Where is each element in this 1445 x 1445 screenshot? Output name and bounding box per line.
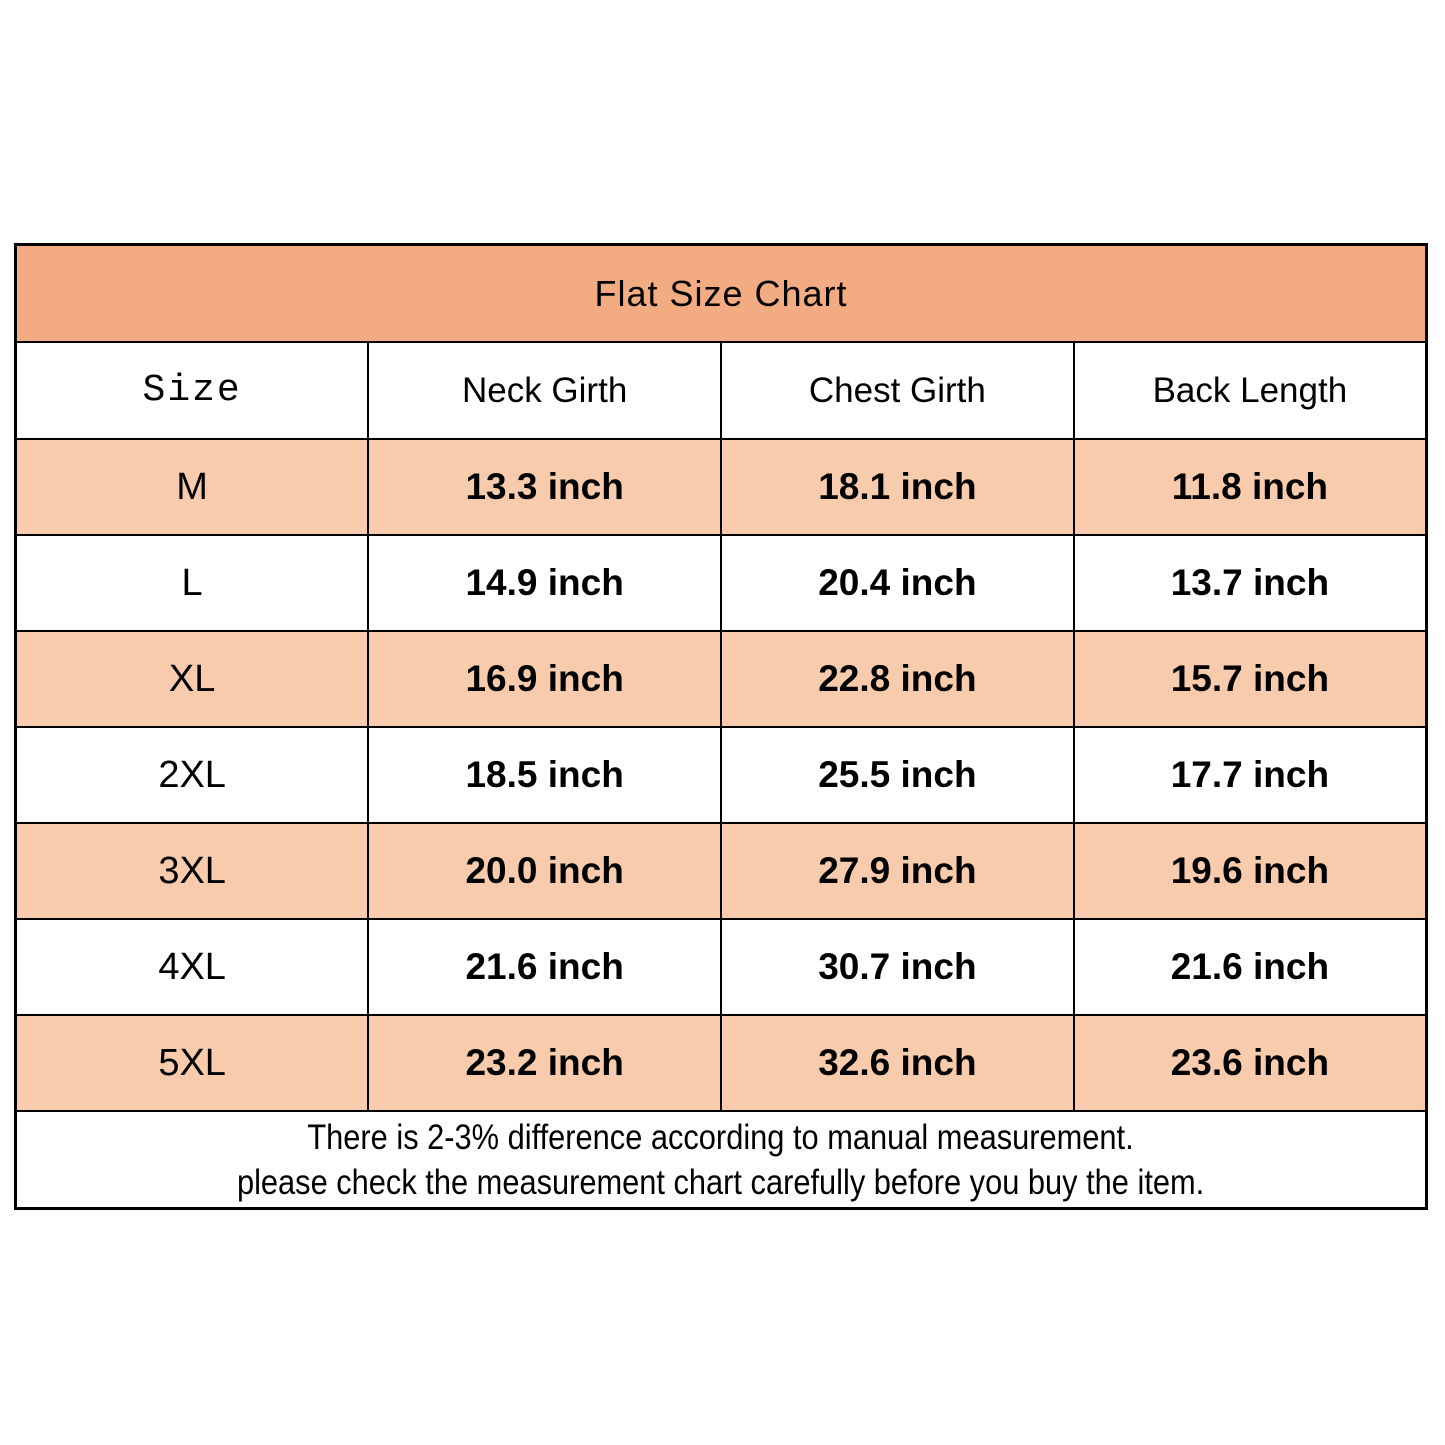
neck-girth-value: 16.9 inch bbox=[368, 631, 721, 727]
chest-girth-value: 32.6 inch bbox=[721, 1015, 1074, 1111]
neck-girth-value: 20.0 inch bbox=[368, 823, 721, 919]
table-row-m bbox=[16, 439, 1427, 535]
size-label: 4XL bbox=[16, 919, 369, 1015]
neck-girth-value: 14.9 inch bbox=[368, 535, 721, 631]
back-length-value: 23.6 inch bbox=[1074, 1015, 1427, 1111]
neck-girth-value: 23.2 inch bbox=[368, 1015, 721, 1111]
table-row-l bbox=[16, 535, 1427, 631]
size-label: M bbox=[16, 439, 369, 535]
footnote-cell bbox=[16, 1111, 1427, 1209]
chest-girth-value: 18.1 inch bbox=[721, 439, 1074, 535]
chest-girth-value: 27.9 inch bbox=[721, 823, 1074, 919]
back-length-value: 19.6 inch bbox=[1074, 823, 1427, 919]
chart-title: Flat Size Chart bbox=[16, 245, 1427, 343]
footnote-row bbox=[16, 1111, 1427, 1209]
size-label: 3XL bbox=[16, 823, 369, 919]
size-chart-table bbox=[14, 243, 1428, 1210]
table-row-4xl bbox=[16, 919, 1427, 1015]
column-header-neck-girth: Neck Girth bbox=[368, 342, 721, 439]
neck-girth-value: 13.3 inch bbox=[368, 439, 721, 535]
back-length-value: 11.8 inch bbox=[1074, 439, 1427, 535]
column-header-back-length: Back Length bbox=[1074, 342, 1427, 439]
chest-girth-value: 25.5 inch bbox=[721, 727, 1074, 823]
back-length-value: 21.6 inch bbox=[1074, 919, 1427, 1015]
size-label: L bbox=[16, 535, 369, 631]
table-row-5xl bbox=[16, 1015, 1427, 1111]
column-header-chest-girth: Chest Girth bbox=[721, 342, 1074, 439]
title-row bbox=[16, 245, 1427, 343]
neck-girth-value: 21.6 inch bbox=[368, 919, 721, 1015]
chest-girth-value: 30.7 inch bbox=[721, 919, 1074, 1015]
size-chart-container bbox=[14, 243, 1428, 1210]
neck-girth-value: 18.5 inch bbox=[368, 727, 721, 823]
table-row-xl bbox=[16, 631, 1427, 727]
chest-girth-value: 20.4 inch bbox=[721, 535, 1074, 631]
size-label: XL bbox=[16, 631, 369, 727]
footnote-line-1: There is 2-3% difference according to manual measurement. bbox=[307, 1117, 1135, 1157]
footnote-line-2: please check the measurement chart carefully before you buy the item. bbox=[237, 1162, 1205, 1202]
column-header-row bbox=[16, 342, 1427, 439]
table-row-2xl bbox=[16, 727, 1427, 823]
back-length-value: 13.7 inch bbox=[1074, 535, 1427, 631]
size-label: 5XL bbox=[16, 1015, 369, 1111]
column-header-size: Size bbox=[16, 342, 369, 439]
chest-girth-value: 22.8 inch bbox=[721, 631, 1074, 727]
back-length-value: 15.7 inch bbox=[1074, 631, 1427, 727]
back-length-value: 17.7 inch bbox=[1074, 727, 1427, 823]
size-label: 2XL bbox=[16, 727, 369, 823]
table-row-3xl bbox=[16, 823, 1427, 919]
